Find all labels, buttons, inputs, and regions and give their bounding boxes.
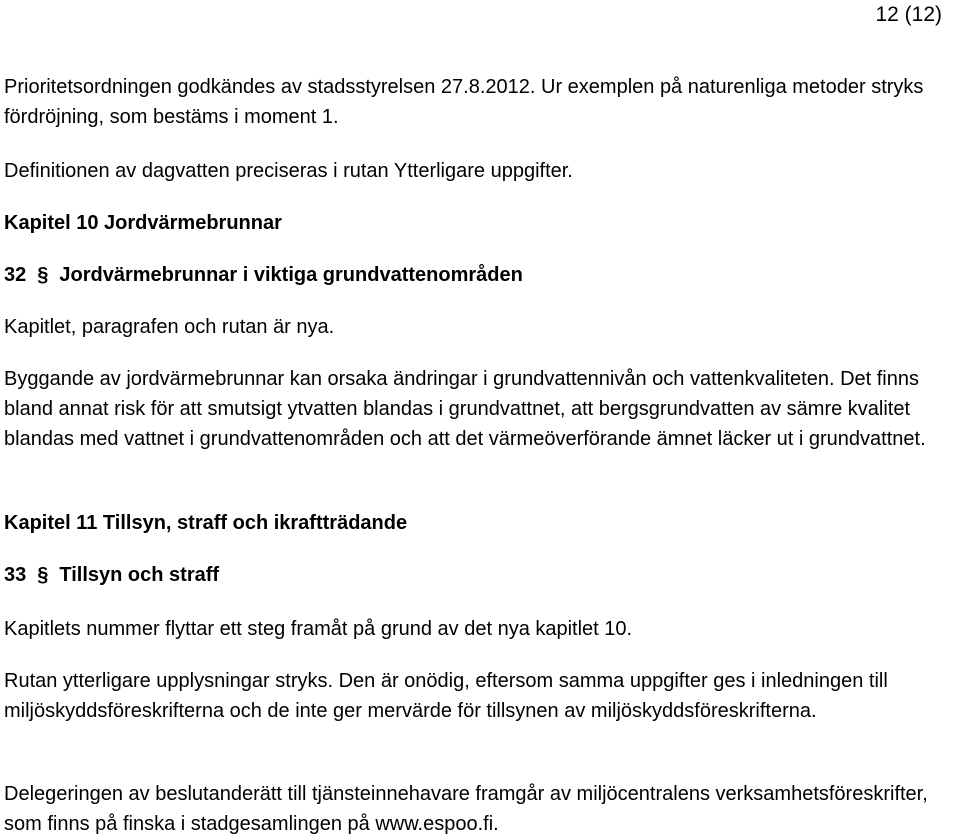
heading-chapter-10: Kapitel 10 Jordvärmebrunnar	[4, 212, 282, 234]
section-sign: §	[37, 264, 49, 286]
section-number: 32	[4, 264, 27, 286]
section-sign: §	[37, 564, 49, 586]
section-title: Jordvärmebrunnar i viktiga grundvattenområden	[59, 264, 523, 286]
paragraph-new-chapter: Kapitlet, paragrafen och rutan är nya.	[4, 316, 335, 338]
paragraph-box-removed: Rutan ytterligare upplysningar stryks. Den är onödig, eftersom samma uppgifter ges i inledningen till miljöskyddsföreskrifterna och de inte ger mervärde för tillsynen av miljöskyddsföreskrifterna.	[4, 670, 888, 722]
paragraph-chapter-number: Kapitlets nummer flyttar ett steg framåt på grund av det nya kapitlet 10.	[4, 618, 633, 640]
paragraph-delegation: Delegeringen av beslutanderätt till tjänsteinnehavare framgår av miljöcentralens verksamhetsföreskrifter, som finns på finska i stadgesamlingen på www.espoo.fi.	[4, 783, 928, 835]
page-number: 12 (12)	[875, 3, 942, 26]
section-number: 33	[4, 564, 27, 586]
heading-section-32	[4, 260, 949, 290]
paragraph-priority-order: Prioritetsordningen godkändes av stadsstyrelsen 27.8.2012. Ur exemplen på naturenliga metoder stryks fördröjning, som bestäms i moment 1.	[4, 76, 924, 128]
paragraph-stormwater-definition: Definitionen av dagvatten preciseras i rutan Ytterligare uppgifter.	[4, 160, 573, 182]
section-title: Tillsyn och straff	[59, 564, 220, 586]
heading-section-33	[4, 560, 949, 590]
heading-chapter-11: Kapitel 11 Tillsyn, straff och ikraftträdande	[4, 512, 408, 534]
paragraph-geothermal-risks: Byggande av jordvärmebrunnar kan orsaka ändringar i grundvattennivån och vattenkvaliteten. Det finns bland annat risk för att smutsigt ytvatten blandas i grundvattnet, att bergsgrundvatten av sämre kvalitet blandas med vattnet i grundvattenområden och att det värmeöverförande ämnet läcker ut i grundvattnet.	[4, 368, 926, 450]
